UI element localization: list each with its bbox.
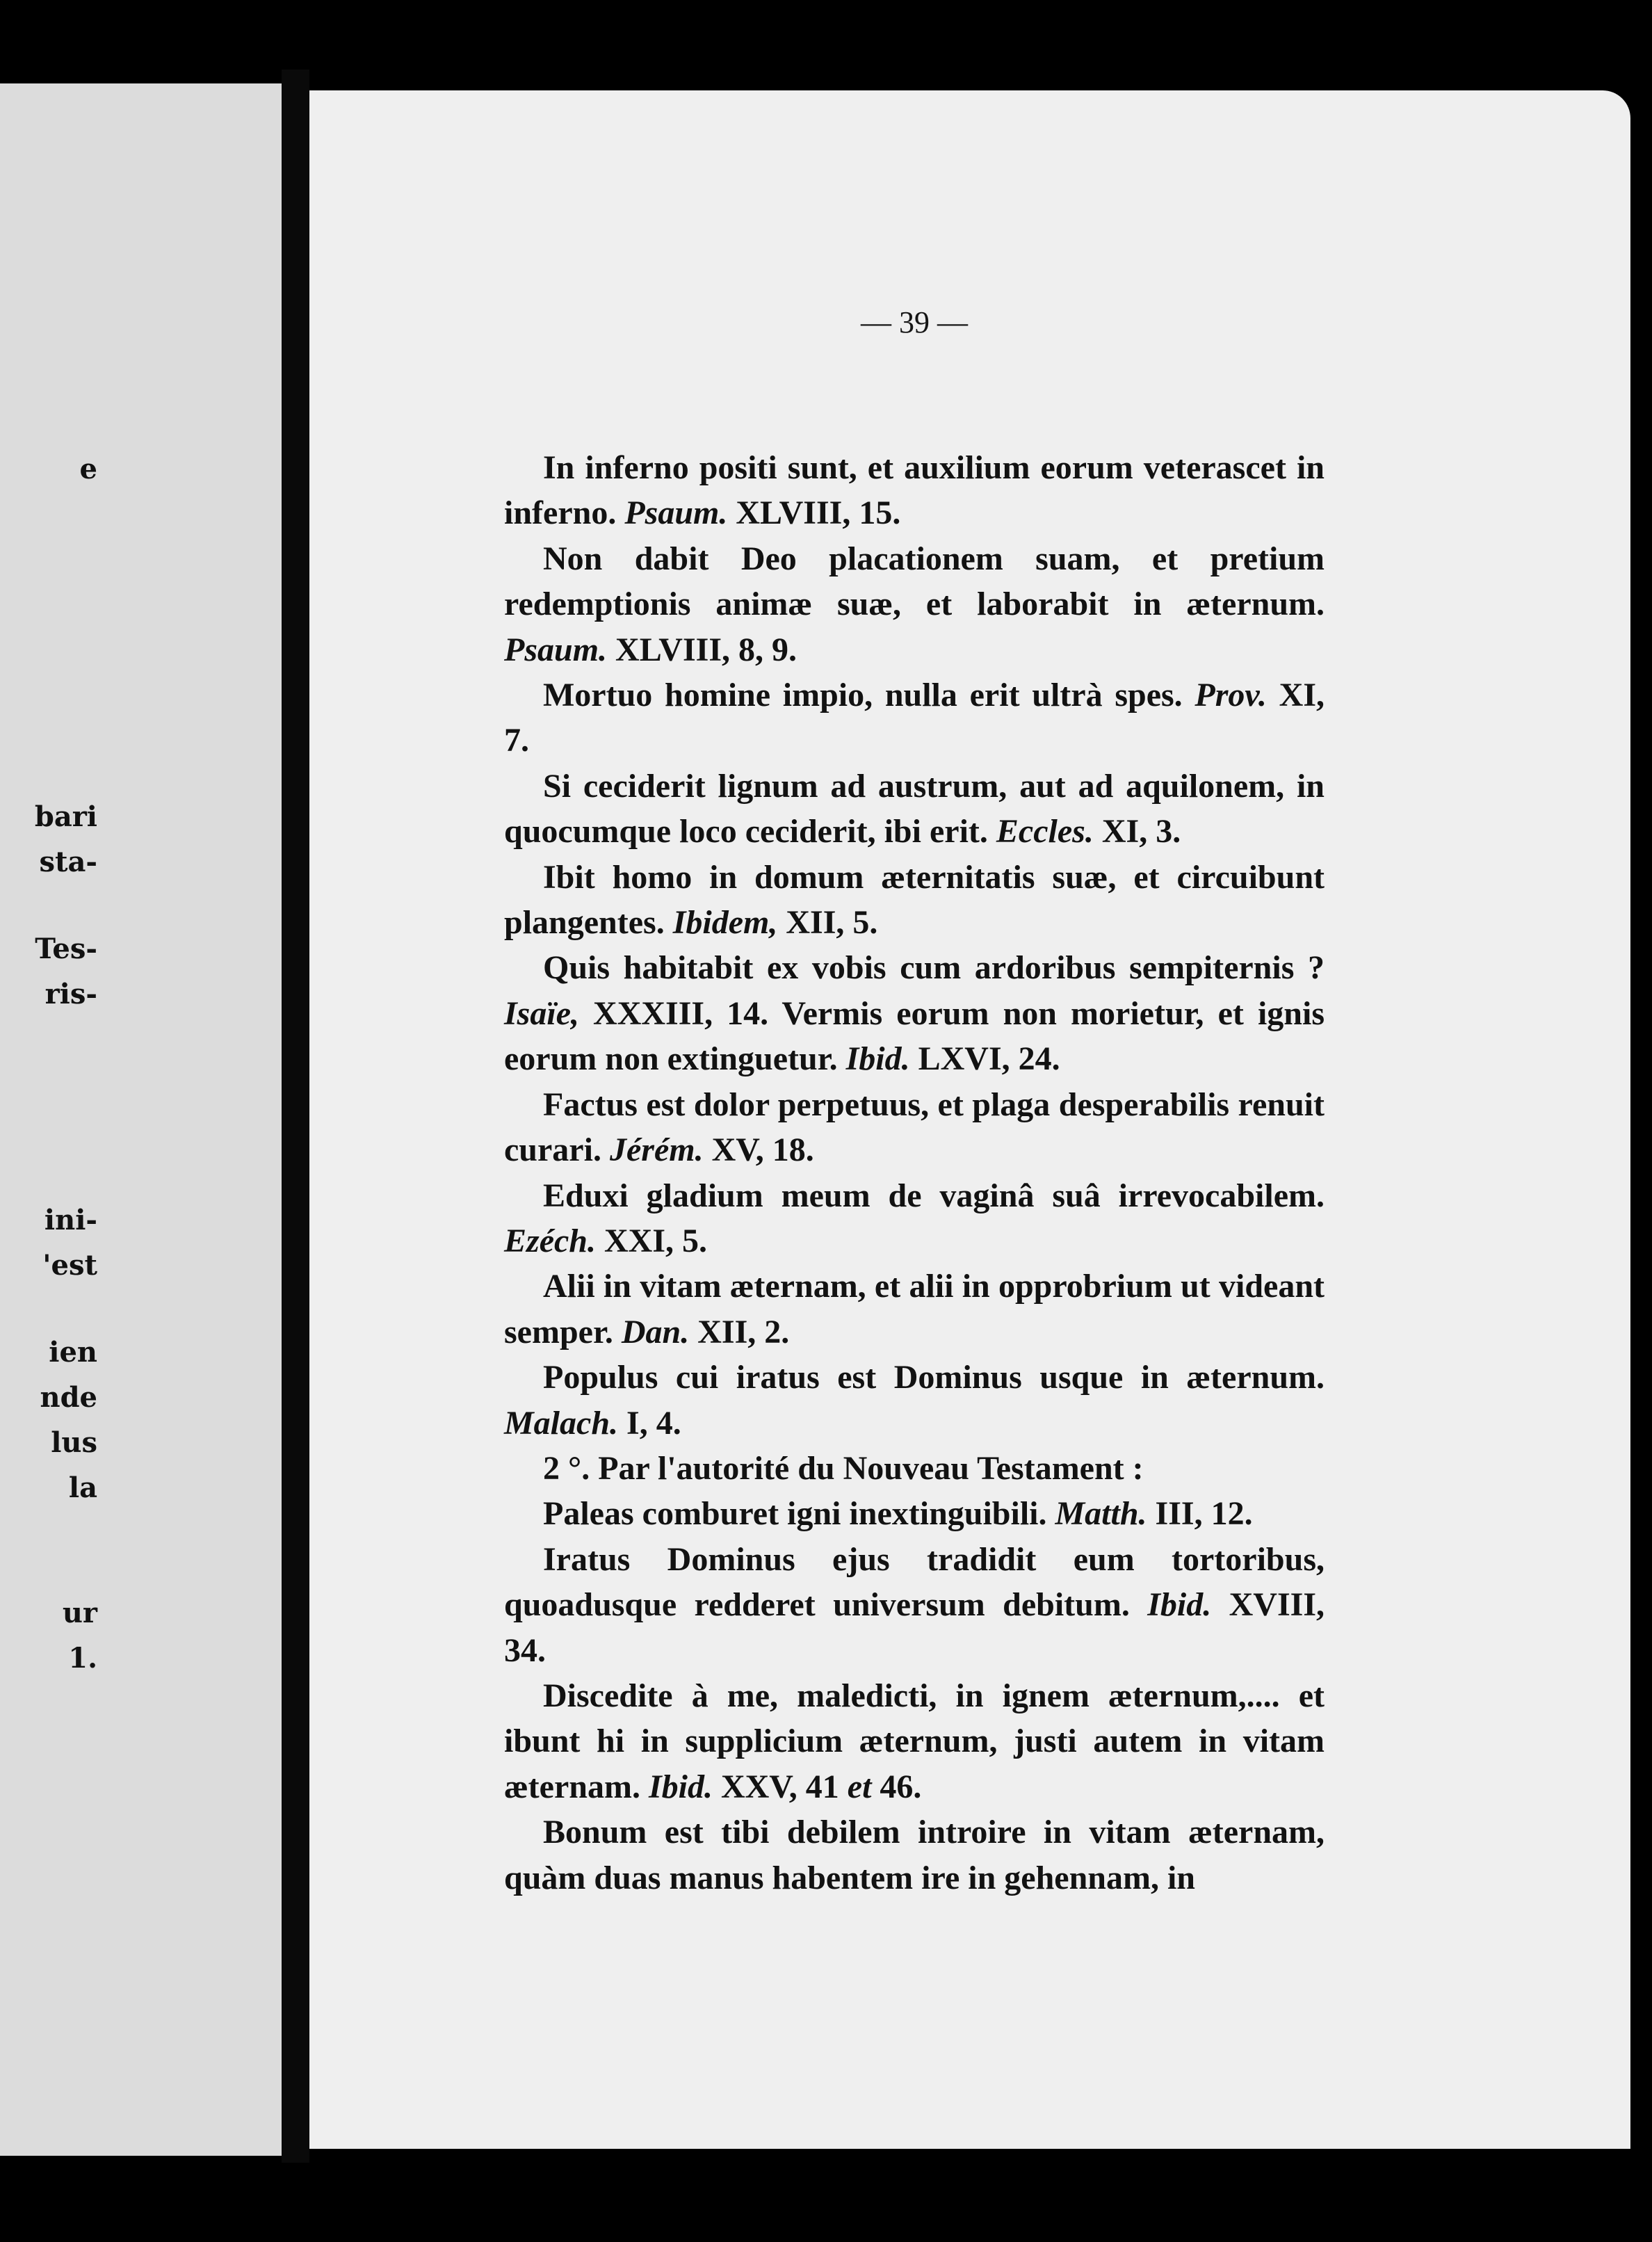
paragraph-text: XXV, 41 bbox=[712, 1768, 848, 1805]
paragraph-text: Populus cui iratus est Dominus usque in æternum. bbox=[543, 1359, 1325, 1396]
paragraph bbox=[504, 1355, 1325, 1446]
paragraph-text: XII, 2. bbox=[689, 1313, 790, 1350]
paragraph-text: Discedite à me, maledicti, in ignem æternum,.... et ibunt hi in supplicium æternum, justi autem in vitam æternam. bbox=[504, 1677, 1325, 1805]
left-page bbox=[0, 83, 299, 2156]
left-page-fragment: Tes- bbox=[35, 933, 97, 965]
paragraph-text: XLVIII, 8, 9. bbox=[607, 631, 797, 668]
paragraph bbox=[504, 945, 1325, 1081]
left-page-fragment: ien bbox=[49, 1336, 97, 1369]
citation-book: Ibid. bbox=[1147, 1586, 1212, 1624]
paragraph-text: Eduxi gladium meum de vaginâ suâ irrevocabilem. bbox=[543, 1177, 1325, 1214]
citation-book: Ibidem, bbox=[672, 904, 778, 942]
paragraph-text: Quis habitabit ex vobis cum ardoribus sempiternis ? bbox=[543, 949, 1325, 987]
citation-book: Prov. bbox=[1195, 677, 1267, 714]
paragraph-text: XI, 7. bbox=[504, 677, 1325, 759]
paragraph-text: XV, 18. bbox=[703, 1131, 814, 1169]
citation-book: Psaum. bbox=[624, 494, 728, 532]
paragraph-text: Alii in vitam æternam, et alii in opprobrium ut videant semper. bbox=[504, 1268, 1325, 1350]
paragraph-text: XLVIII, 15. bbox=[727, 494, 901, 532]
paragraph-text: Ibit homo in domum æternitatis suæ, et circuibunt plangentes. bbox=[504, 858, 1325, 942]
paragraph bbox=[504, 1809, 1325, 1901]
left-page-fragment: nde bbox=[40, 1381, 97, 1414]
citation-book: Ibid. bbox=[845, 1040, 910, 1078]
citation-book: Ezéch. bbox=[504, 1222, 596, 1259]
left-page-fragment: e bbox=[79, 453, 97, 485]
paragraph-text: 2 °. Par l'autorité du Nouveau Testament : bbox=[543, 1449, 1144, 1487]
paragraph-text: XXXIII, 14. Vermis eorum non morietur, et ignis eorum non extinguetur. bbox=[504, 994, 1325, 1078]
paragraph bbox=[504, 445, 1325, 536]
paragraph-text: Mortuo homine impio, nulla erit ultrà spes. bbox=[543, 677, 1195, 714]
paragraph bbox=[504, 1537, 1325, 1673]
paragraph-text: 46. bbox=[871, 1768, 922, 1805]
left-page-fragment: ris- bbox=[44, 978, 97, 1010]
paragraph bbox=[504, 1446, 1325, 1491]
left-page-fragment: ini- bbox=[44, 1204, 97, 1236]
citation-book: Malach. bbox=[504, 1404, 619, 1442]
paragraph-text: XI, 3. bbox=[1093, 813, 1181, 850]
citation-book: Ibid. bbox=[648, 1768, 713, 1805]
paragraph-text: XXI, 5. bbox=[596, 1222, 708, 1259]
paragraph bbox=[504, 1264, 1325, 1355]
citation-book: Isaïe, bbox=[504, 994, 579, 1032]
book-spine bbox=[282, 70, 309, 2163]
left-page-fragment: lus bbox=[51, 1426, 97, 1459]
page-body-text bbox=[504, 445, 1325, 1901]
paragraph-text: Paleas comburet igni inextinguibili. bbox=[543, 1495, 1055, 1533]
left-page-fragment: 1. bbox=[68, 1642, 97, 1675]
paragraph-text: I, 4. bbox=[618, 1404, 681, 1442]
paragraph bbox=[504, 672, 1325, 764]
paragraph-text: Iratus Dominus ejus tradidit eum tortoribus, quoadusque redderet universum debitum. bbox=[504, 1540, 1325, 1624]
paragraph bbox=[504, 536, 1325, 672]
citation-book: Jérém. bbox=[609, 1131, 704, 1169]
paragraph bbox=[504, 1673, 1325, 1809]
paragraph-text: XII, 5. bbox=[777, 904, 878, 942]
citation-book: et bbox=[847, 1768, 872, 1805]
paragraph-text: Factus est dolor perpetuus, et plaga desperabilis renuit curari. bbox=[504, 1086, 1325, 1169]
page-number: — 39 — bbox=[861, 305, 968, 339]
left-page-fragment: bari bbox=[34, 800, 97, 833]
paragraph bbox=[504, 1173, 1325, 1264]
citation-book: Matth. bbox=[1055, 1495, 1147, 1533]
paragraph bbox=[504, 764, 1325, 855]
paragraph-text: III, 12. bbox=[1147, 1495, 1253, 1533]
paragraph-text: Non dabit Deo placationem suam, et pretium redemptionis animæ suæ, et laborabit in æternum. bbox=[504, 540, 1325, 623]
paragraph bbox=[504, 855, 1325, 946]
left-page-fragment: la bbox=[68, 1471, 97, 1504]
citation-book: Psaum. bbox=[504, 631, 608, 668]
paragraph-text: XVIII, 34. bbox=[504, 1586, 1325, 1669]
paragraph bbox=[504, 1082, 1325, 1173]
left-page-fragment: 'est bbox=[42, 1249, 97, 1282]
paragraph-text: In inferno positi sunt, et auxilium eorum veterascet in inferno. bbox=[504, 449, 1325, 532]
citation-book: Eccles. bbox=[996, 813, 1094, 850]
left-page-fragment: sta- bbox=[39, 846, 97, 878]
paragraph-text: Si ceciderit lignum ad austrum, aut ad aquilonem, in quocumque loco ceciderit, ibi erit. bbox=[504, 767, 1325, 850]
paragraph-text: Bonum est tibi debilem introire in vitam æternam, quàm duas manus habentem ire in gehennam, in bbox=[504, 1814, 1325, 1896]
left-page-fragment: ur bbox=[62, 1597, 97, 1629]
paragraph bbox=[504, 1491, 1325, 1536]
paragraph-text: LXVI, 24. bbox=[909, 1040, 1060, 1078]
citation-book: Dan. bbox=[621, 1313, 690, 1350]
